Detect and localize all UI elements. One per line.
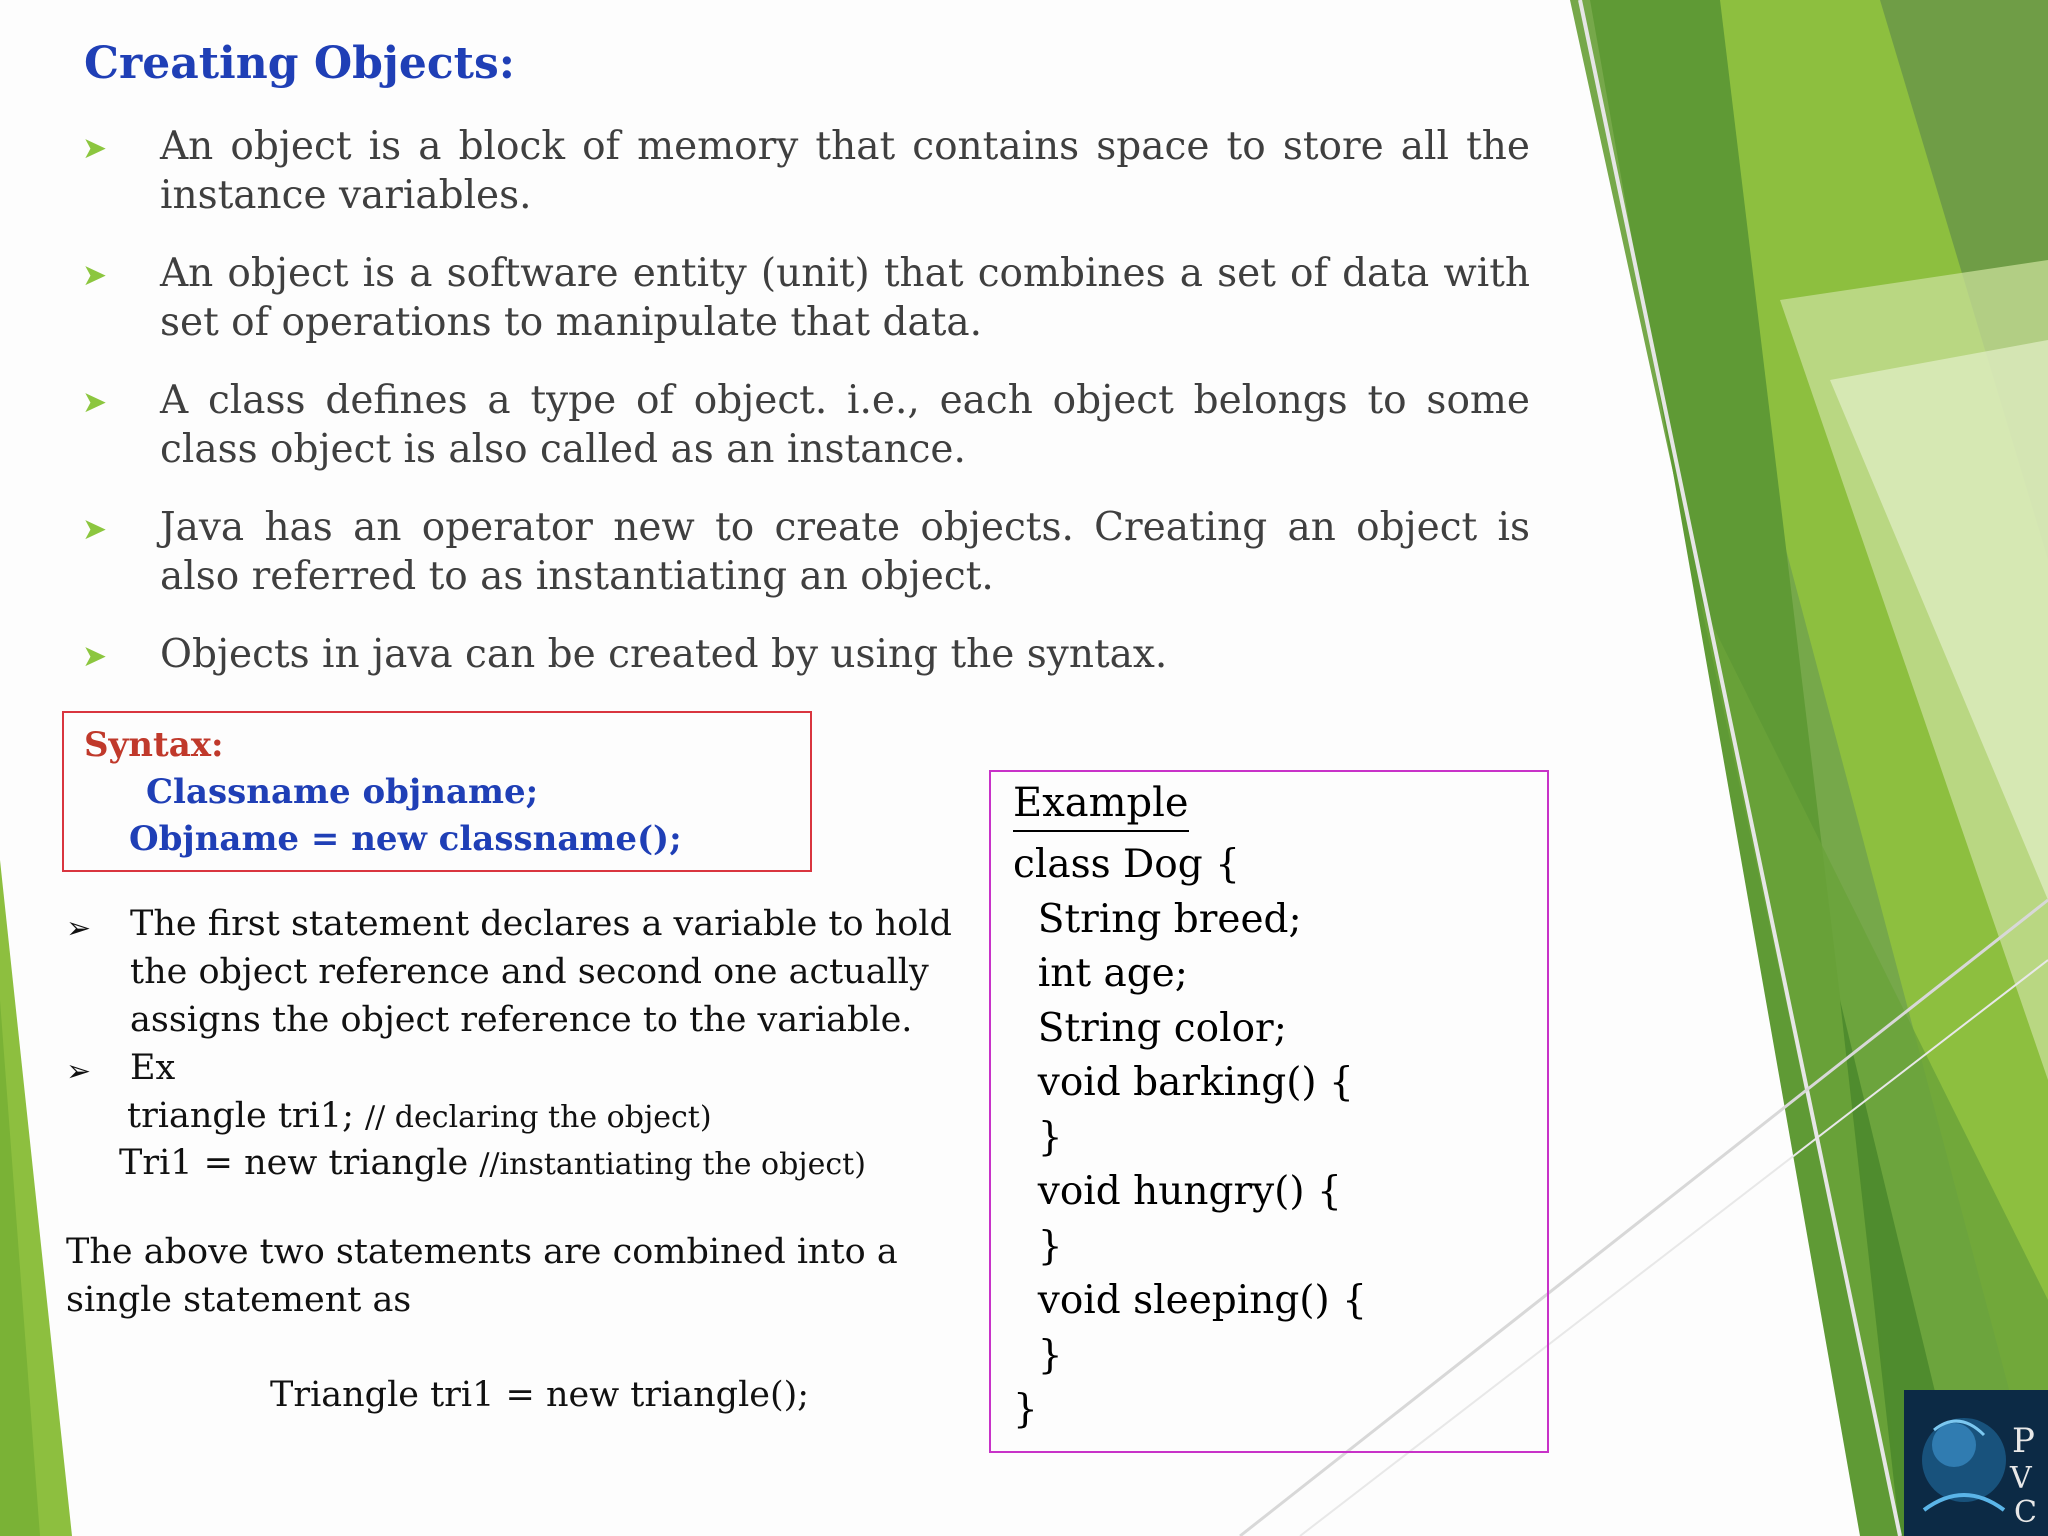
bullet-text: Java has an operator new to create objects. Creating an object is also referred to as instantiating an object. <box>160 505 1530 599</box>
bullet-item <box>80 630 1530 679</box>
example-title: Example <box>1013 780 1189 832</box>
example-declaration <box>127 1096 712 1136</box>
bullet-item <box>80 122 1530 220</box>
brain-head-icon <box>1904 1390 2048 1536</box>
code-line: } <box>1013 1332 1063 1378</box>
example-code <box>1013 838 1367 1438</box>
slide-title: Creating Objects: <box>84 38 515 89</box>
example-instantiation-comment: //instantiating the object) <box>479 1147 866 1182</box>
arrow-bullet-icon: ➤ <box>82 639 108 674</box>
arrow-bullet-icon: ➤ <box>82 512 108 547</box>
bullet-item <box>80 249 1530 347</box>
code-line: } <box>1013 1387 1038 1432</box>
code-line: int age; <box>1013 951 1188 996</box>
svg-text:V: V <box>2010 1461 2032 1496</box>
svg-text:C: C <box>2014 1495 2037 1530</box>
black-arrow-icon: ➢ <box>66 911 92 946</box>
example-label: Ex <box>130 1048 176 1088</box>
combined-text: The above two statements are combined into a <box>66 1232 898 1272</box>
example-declaration-comment: // declaring the object) <box>365 1100 712 1135</box>
bullet-text: An object is a block of memory that contains space to store all the instance variables. <box>160 124 1530 218</box>
code-line: void sleeping() { <box>1013 1278 1367 1323</box>
bullet-item <box>80 503 1530 601</box>
syntax-label: Syntax: <box>84 725 224 765</box>
example-instantiation <box>119 1143 866 1183</box>
combined-code: Triangle tri1 = new triangle(); <box>270 1375 810 1415</box>
syntax-instantiation: Objname = new classname(); <box>129 819 682 859</box>
arrow-bullet-icon: ➤ <box>82 131 108 166</box>
black-arrow-icon: ➢ <box>66 1054 92 1089</box>
explanation-line: The first statement declares a variable to hold <box>130 904 952 944</box>
arrow-bullet-icon: ➤ <box>82 258 108 293</box>
bullet-text: An object is a software entity (unit) that combines a set of data with set of operations to manipulate that data. <box>160 251 1530 345</box>
code-line: String color; <box>1013 1005 1287 1051</box>
code-line: void barking() { <box>1013 1060 1354 1105</box>
code-line: } <box>1013 1114 1063 1160</box>
example-box <box>989 770 1549 1453</box>
example-instantiation-code: Tri1 = new triangle <box>119 1143 469 1183</box>
code-line: String breed; <box>1013 896 1302 942</box>
arrow-bullet-icon: ➤ <box>82 385 108 420</box>
code-line: void hungry() { <box>1013 1169 1342 1214</box>
code-line: class Dog { <box>1013 842 1240 887</box>
syntax-declaration: Classname objname; <box>146 772 539 812</box>
code-line: } <box>1013 1223 1063 1269</box>
bullet-text: A class defines a type of object. i.e., each object belongs to some class object is also called as an instance. <box>160 378 1530 472</box>
syntax-box <box>62 711 812 872</box>
explanation-line: assigns the object reference to the variable. <box>130 1000 913 1040</box>
svg-text:P: P <box>2012 1421 2035 1461</box>
bullet-item <box>80 376 1530 474</box>
explanation-line: the object reference and second one actually <box>130 952 929 992</box>
example-declaration-code: triangle tri1; <box>127 1096 354 1136</box>
bullet-list <box>80 122 1530 708</box>
pvc-logo <box>1904 1390 2048 1536</box>
bullet-text: Objects in java can be created by using the syntax. <box>160 632 1168 677</box>
combined-text: single statement as <box>66 1280 412 1320</box>
